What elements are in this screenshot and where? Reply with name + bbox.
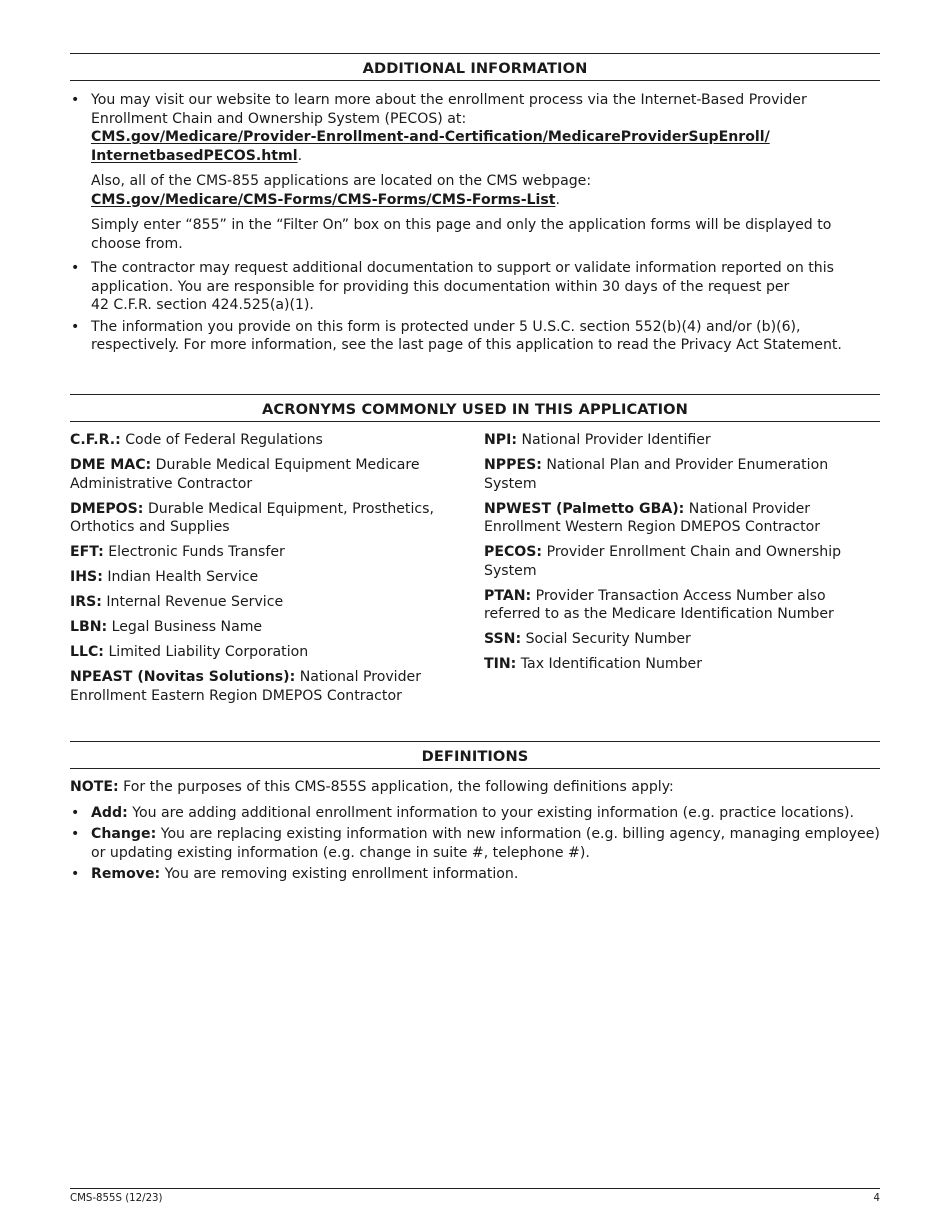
acronym-item: NPEAST (Novitas Solutions): National Provider Enrollment Eastern Region DMEPOS Contractor — [70, 669, 421, 704]
list-item — [70, 259, 880, 315]
acronym-item: EFT: Electronic Funds Transfer — [70, 544, 285, 560]
page-footer — [70, 1188, 880, 1204]
acronym-item: NPWEST (Palmetto GBA): National Provider Enrollment Western Region DMEPOS Contractor — [484, 500, 821, 535]
definitions-note — [70, 778, 880, 797]
additional-information-section — [70, 53, 880, 355]
list-item — [70, 318, 880, 355]
form-id: CMS-855S (12/23) — [70, 1193, 163, 1204]
privacy-text: The information you provide on this form is protected under 5 U.S.C. section 552(b)(4) and/or (b)(6), respectively. For more information, see the last page of this application to read the Privacy Act Statement. — [91, 318, 842, 353]
acronym-item: PECOS: Provider Enrollment Chain and Ownership System — [484, 544, 842, 579]
pecos-link[interactable]: CMS.gov/Medicare/Provider-Enrollment-and-Certification/MedicareProviderSupEnroll/ InternetbasedPECOS.html — [91, 129, 770, 164]
acronym-item: SSN: Social Security Number — [484, 631, 691, 647]
acronym-item: NPI: National Provider Identifier — [484, 432, 711, 448]
note-text: For the purposes of this CMS-855S application, the following definitions apply: — [123, 779, 674, 795]
page-number: 4 — [873, 1193, 880, 1204]
acronym-item: LLC: Limited Liability Corporation — [70, 644, 309, 660]
also-text: Also, all of the CMS-855 applications are located on the CMS webpage: — [91, 173, 592, 189]
list-item: • Add: You are adding additional enrollment information to your existing information (e.g. practice locations). — [70, 804, 880, 823]
cms-forms-list-link[interactable]: CMS.gov/Medicare/CMS-Forms/CMS-Forms/CMS-Forms-List — [91, 191, 556, 208]
definitions-section — [70, 741, 880, 884]
acronym-item: NPPES: National Plan and Provider Enumeration System — [484, 457, 829, 492]
definitions-heading: DEFINITIONS — [70, 741, 880, 769]
acronyms-columns — [70, 431, 880, 712]
additional-information-heading: ADDITIONAL INFORMATION — [70, 53, 880, 81]
acronym-item: LBN: Legal Business Name — [70, 619, 263, 635]
acronym-item: DMEPOS: Durable Medical Equipment, Prosthetics, Orthotics and Supplies — [70, 500, 434, 535]
acronyms-heading: ACRONYMS COMMONLY USED IN THIS APPLICATION — [70, 394, 880, 422]
acronym-item: C.F.R.: Code of Federal Regulations — [70, 432, 323, 448]
acronym-item: TIN: Tax Identification Number — [484, 656, 703, 672]
acronyms-left-column — [70, 431, 484, 712]
acronym-item: IRS: Internal Revenue Service — [70, 594, 284, 610]
acronyms-section — [70, 394, 880, 712]
cfr-reference-text: 42 C.F.R. section 424.525(a)(1). — [91, 297, 314, 313]
pecos-intro-text: You may visit our website to learn more about the enrollment process via the Internet-Based Provider Enrollment Chain and Ownership System (PECOS) at: — [91, 92, 807, 127]
simply-enter-text: Simply enter “855” in the “Filter On” box on this page and only the application forms will be displayed to choose from. — [91, 217, 832, 252]
acronyms-right-column — [484, 431, 880, 712]
list-item: • Change: You are replacing existing information with new information (e.g. billing agency, managing employee) or updating existing information (e.g. change in suite #, telephone #). — [70, 825, 880, 862]
additional-information-list — [70, 91, 880, 355]
acronym-item: IHS: Indian Health Service — [70, 569, 259, 585]
acronym-item: DME MAC: Durable Medical Equipment Medicare Administrative Contractor — [70, 457, 420, 492]
list-item: • You may visit our website to learn more about the enrollment process via the Internet-Based Provider Enrollment Chain and Ownership System (PECOS) at: CMS.gov/Medicare/Provider-Enrollment-and-Certification/MedicareProviderSupEnroll/ InternetbasedPECOS.html. Also, all of the CMS-855 applications are located on the CMS webpage: CMS.gov/Medicare/CMS-Forms/CMS-Forms/CMS-Forms-List. Simply enter “855” in the “Filter On” box on this page and only the application forms will be displayed to choose from. — [70, 91, 880, 253]
list-item: • Remove: You are removing existing enrollment information. — [70, 865, 880, 884]
acronym-item: PTAN: Provider Transaction Access Number also referred to as the Medicare Identification Number — [484, 587, 834, 622]
definitions-list — [70, 804, 880, 884]
contractor-request-text: The contractor may request additional documentation to support or validate information reported on this application. You are responsible for providing this documentation within 30 days of the request per — [91, 260, 834, 295]
note-label: NOTE: — [70, 779, 119, 795]
